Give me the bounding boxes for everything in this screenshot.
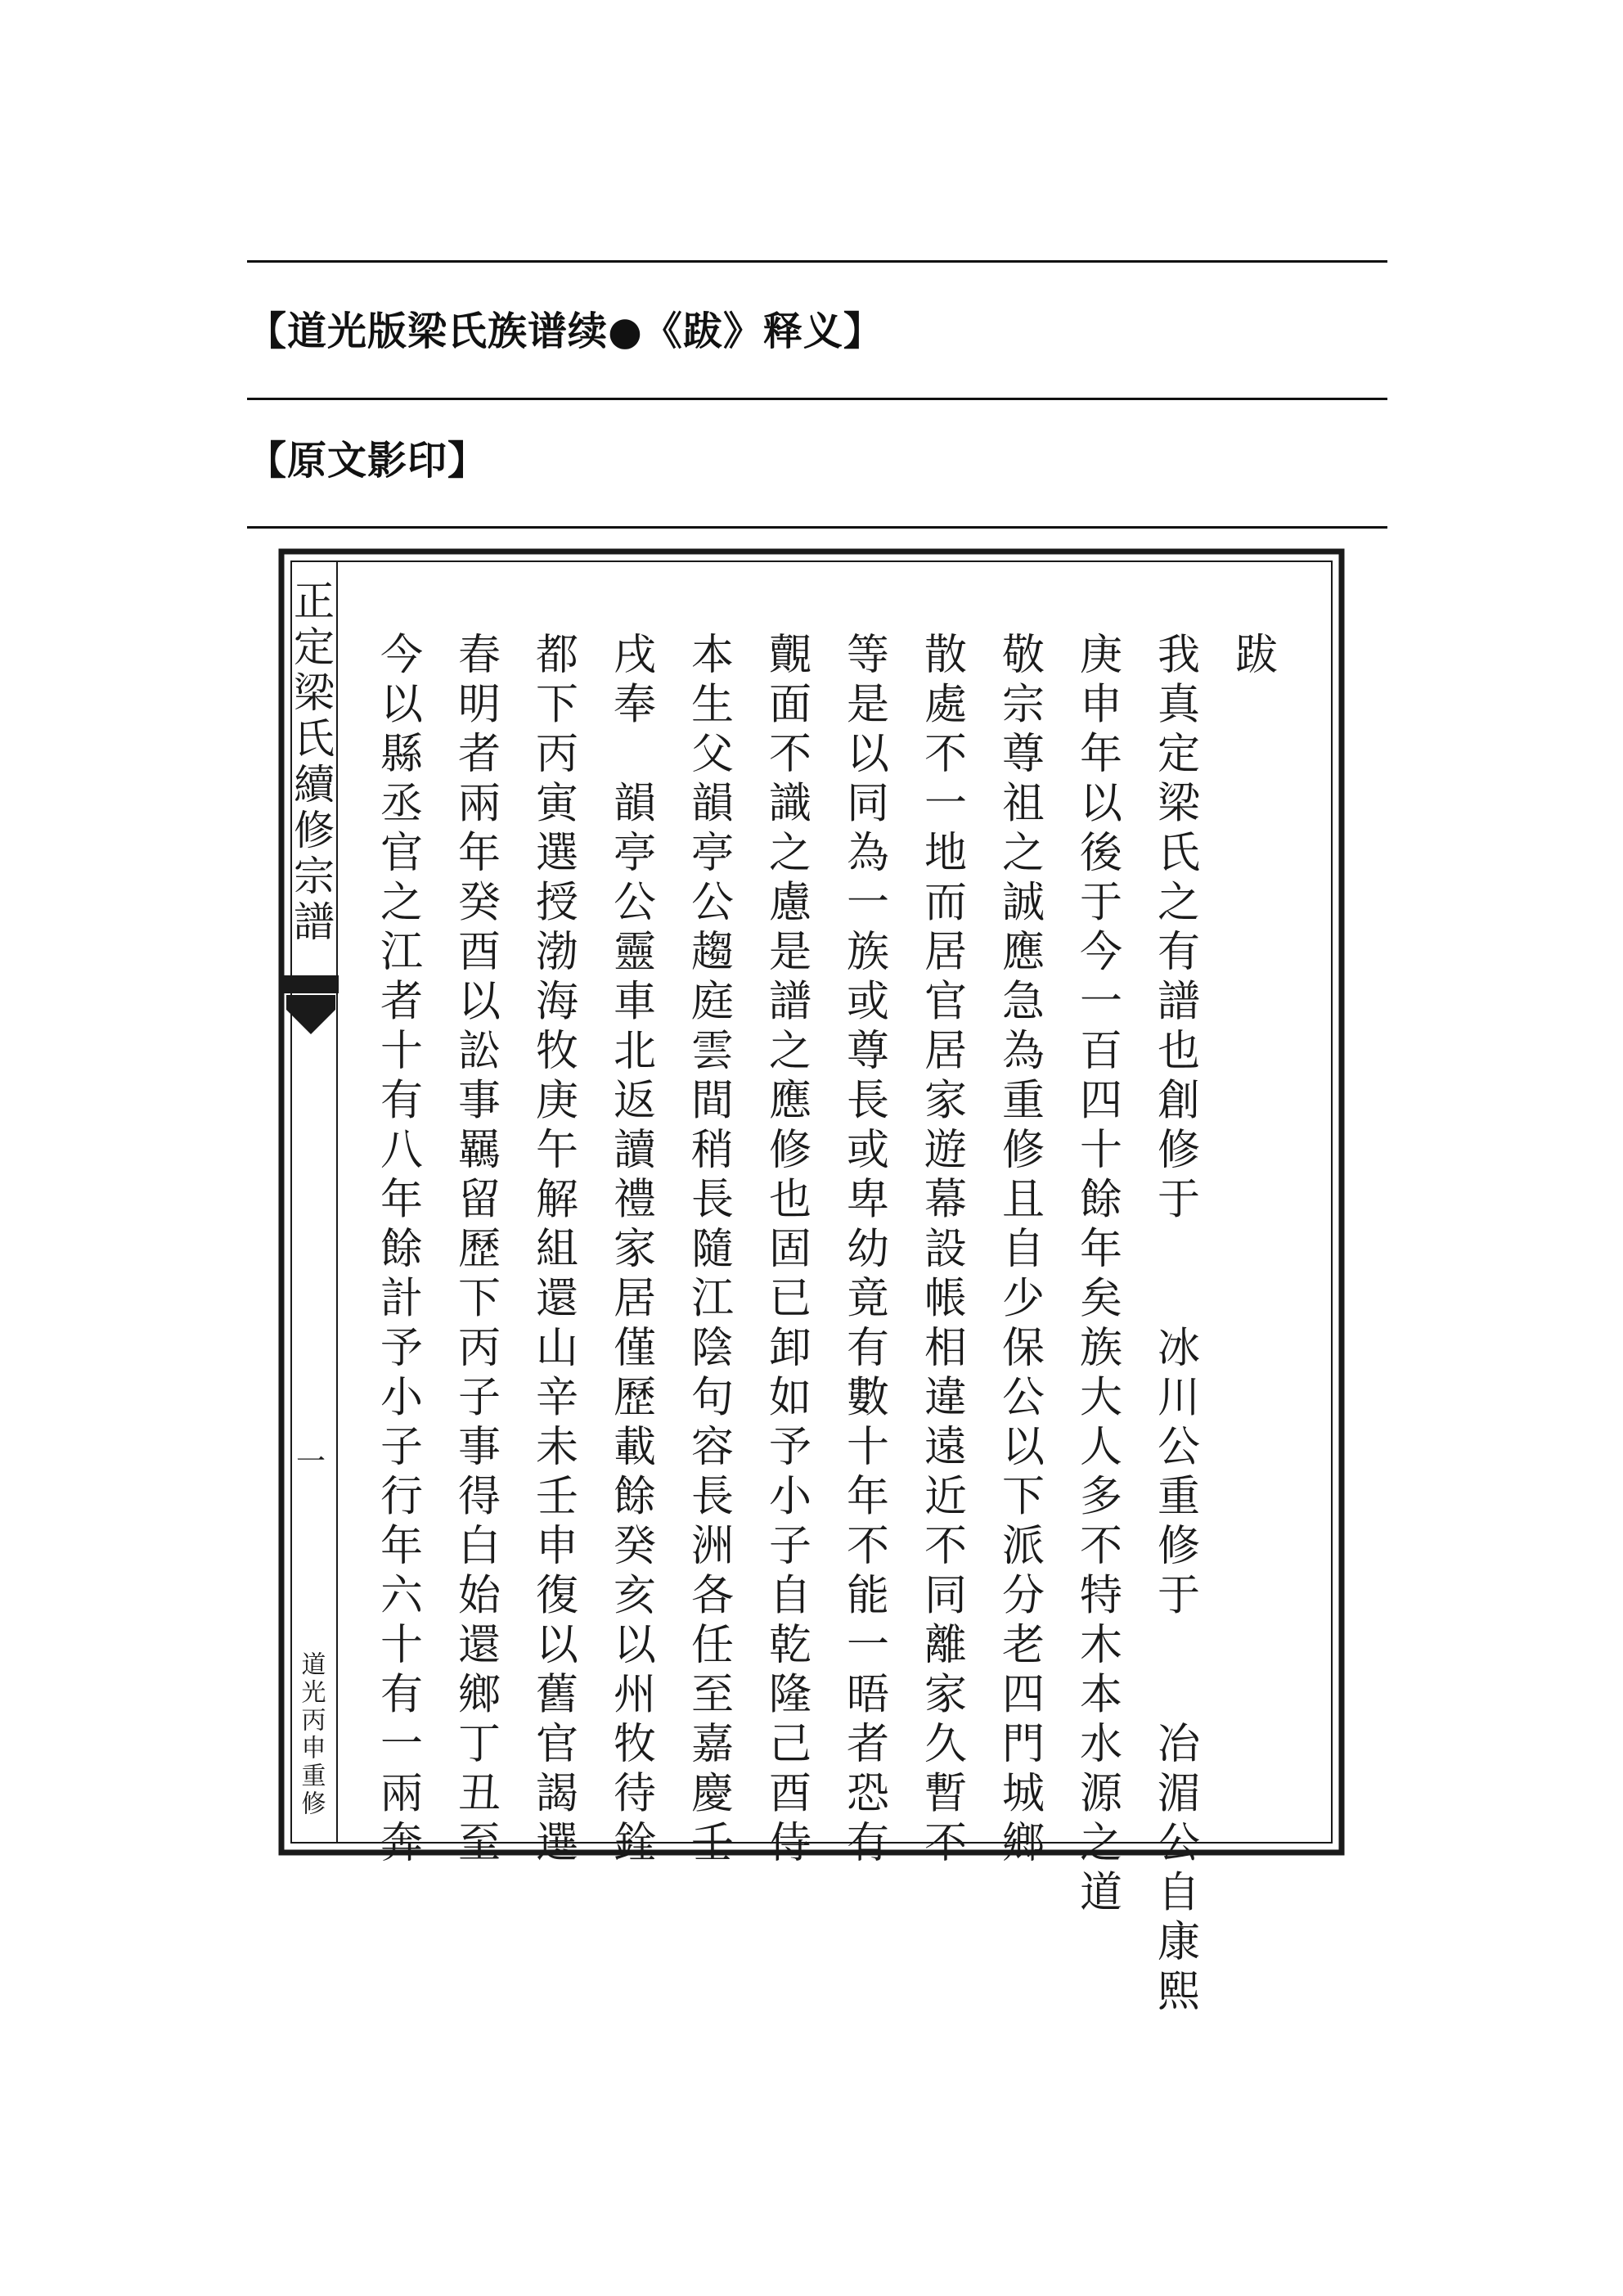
- column-1-char: 我: [1157, 631, 1201, 680]
- column-8-char: 韻: [613, 779, 657, 829]
- column-6-char: 乾: [768, 1621, 812, 1670]
- column-7-char: 容: [690, 1423, 735, 1472]
- column-11-char: 六: [380, 1571, 424, 1621]
- column-6-char: 如: [768, 1373, 812, 1423]
- column-11-char: 一: [380, 1720, 424, 1769]
- column-7-char: 公: [690, 878, 735, 928]
- column-4-char: 同: [924, 1571, 968, 1621]
- column-4-char: 地: [924, 829, 968, 878]
- column-3-char: 為: [1001, 1027, 1045, 1076]
- column-4-char: 不: [924, 730, 968, 779]
- column-4-char: 暫: [924, 1769, 968, 1819]
- column-3-char: 城: [1001, 1769, 1045, 1819]
- column-1-char: 之: [1157, 878, 1201, 928]
- column-1-char: 重: [1157, 1472, 1201, 1522]
- column-9-char: 選: [535, 829, 579, 878]
- column-10-char: 子: [457, 1373, 501, 1423]
- column-1-char: 湄: [1157, 1769, 1201, 1819]
- column-6-char: 自: [768, 1571, 812, 1621]
- column-5-char: 為: [846, 829, 890, 878]
- column-8-char: 讀: [613, 1126, 657, 1175]
- column-1-char: 有: [1157, 928, 1201, 977]
- column-8-char: 牧: [613, 1720, 657, 1769]
- column-10-char: 羈: [457, 1126, 501, 1175]
- column-4-char: 散: [924, 631, 968, 680]
- column-5-char: 等: [846, 631, 890, 680]
- column-11-char: 今: [380, 631, 424, 680]
- column-5-char: 不: [846, 1522, 890, 1571]
- fore-edge-band: [281, 975, 339, 993]
- column-4-char: 處: [924, 680, 968, 730]
- column-6-char: 也: [768, 1175, 812, 1225]
- column-2-char: 一: [1079, 977, 1123, 1027]
- column-2-char: 水: [1079, 1720, 1123, 1769]
- column-5-char: 一: [846, 878, 890, 928]
- column-5-char: 或: [846, 977, 890, 1027]
- column-6-char: 修: [768, 1126, 812, 1175]
- column-6-char: 之: [768, 829, 812, 878]
- column-8-char: 歷: [613, 1373, 657, 1423]
- column-10-char: 丑: [457, 1769, 501, 1819]
- column-1-char: 真: [1157, 680, 1201, 730]
- column-2-char: 以: [1079, 779, 1123, 829]
- column-10-char: 歷: [457, 1225, 501, 1274]
- column-2-char: 于: [1079, 878, 1123, 928]
- column-8-char: 車: [613, 977, 657, 1027]
- column-3-char: 自: [1001, 1225, 1045, 1274]
- column-7-char: 庭: [690, 977, 735, 1027]
- column-2-char: 矣: [1079, 1274, 1123, 1324]
- column-11-char: 丞: [380, 779, 424, 829]
- column-9-char: 授: [535, 878, 579, 928]
- column-4-char: 不: [924, 1522, 968, 1571]
- column-8-char: 靈: [613, 928, 657, 977]
- column-9-char: 復: [535, 1571, 579, 1621]
- column-11-char: 奔: [380, 1819, 424, 1868]
- column-5-char: 族: [846, 928, 890, 977]
- column-6-char: 面: [768, 680, 812, 730]
- column-5-char: 數: [846, 1373, 890, 1423]
- column-2-char: 源: [1079, 1769, 1123, 1819]
- column-10-char: 下: [457, 1274, 501, 1324]
- column-6-char: 小: [768, 1472, 812, 1522]
- column-10-char: 兩: [457, 779, 501, 829]
- column-2-char: 木: [1079, 1621, 1123, 1670]
- column-7-char: 間: [690, 1076, 735, 1126]
- column-4-char: 一: [924, 779, 968, 829]
- column-6-char: 侍: [768, 1819, 812, 1868]
- column-2-char: 本: [1079, 1670, 1123, 1720]
- column-9-char: 還: [535, 1274, 579, 1324]
- column-5-char: 是: [846, 680, 890, 730]
- column-5-char: 幼: [846, 1225, 890, 1274]
- column-5-char: 尊: [846, 1027, 890, 1076]
- column-8-char: 待: [613, 1769, 657, 1819]
- column-2-char: 餘: [1079, 1175, 1123, 1225]
- column-6-char: 慮: [768, 878, 812, 928]
- column-2-char: 申: [1079, 680, 1123, 730]
- column-7-char: 句: [690, 1373, 735, 1423]
- column-7-char: 本: [690, 631, 735, 680]
- column-10-char: 訟: [457, 1027, 501, 1076]
- column-8-char: 奉: [613, 680, 657, 730]
- section-label: 【原文影印】: [247, 438, 488, 484]
- column-7-char: 壬: [690, 1819, 735, 1868]
- column-10-char: 癸: [457, 878, 501, 928]
- column-4-char: 幕: [924, 1175, 968, 1225]
- column-6-char: 予: [768, 1423, 812, 1472]
- column-6-char: 酉: [768, 1769, 812, 1819]
- column-3-char: 重: [1001, 1076, 1045, 1126]
- column-5-char: 者: [846, 1720, 890, 1769]
- column-0-char: 跋: [1234, 631, 1279, 680]
- column-1-char: 冶: [1157, 1720, 1201, 1769]
- column-1-char: 也: [1157, 1027, 1201, 1076]
- column-9-char: 寅: [535, 779, 579, 829]
- column-4-char: 相: [924, 1324, 968, 1373]
- column-7-char: 亭: [690, 829, 735, 878]
- column-9-char: 解: [535, 1175, 579, 1225]
- column-7-char: 江: [690, 1274, 735, 1324]
- column-5-char: 同: [846, 779, 890, 829]
- column-9-char: 以: [535, 1621, 579, 1670]
- column-9-char: 山: [535, 1324, 579, 1373]
- column-9-char: 官: [535, 1720, 579, 1769]
- column-2-char: 庚: [1079, 631, 1123, 680]
- column-11-char: 年: [380, 1522, 424, 1571]
- column-11-char: 有: [380, 1076, 424, 1126]
- column-4-char: 居: [924, 1027, 968, 1076]
- column-7-char: 洲: [690, 1522, 735, 1571]
- column-2-char: 道: [1079, 1868, 1123, 1918]
- column-5-char: 卑: [846, 1175, 890, 1225]
- column-8-char: 返: [613, 1076, 657, 1126]
- top-rule: [247, 260, 1387, 263]
- column-11-char: 餘: [380, 1225, 424, 1274]
- column-9-char: 謁: [535, 1769, 579, 1819]
- column-8-char: 禮: [613, 1175, 657, 1225]
- column-5-char: 或: [846, 1126, 890, 1175]
- column-2-char: 十: [1079, 1126, 1123, 1175]
- column-9-char: 丙: [535, 730, 579, 779]
- footer-note: 道光丙申重修: [296, 1651, 326, 1818]
- document-title: 【道光版梁氏族谱续●《跋》释义】: [247, 308, 883, 354]
- column-6-char: 識: [768, 779, 812, 829]
- column-3-char: 鄉: [1001, 1819, 1045, 1868]
- column-11-char: 江: [380, 928, 424, 977]
- column-11-char: 行: [380, 1472, 424, 1522]
- column-6-char: 卸: [768, 1324, 812, 1373]
- column-11-char: 予: [380, 1324, 424, 1373]
- column-3-char: 宗: [1001, 680, 1045, 730]
- column-2-char: 族: [1079, 1324, 1123, 1373]
- scanned-genealogy-page: [278, 547, 1350, 2017]
- column-8-char: 州: [613, 1670, 657, 1720]
- column-3-char: 公: [1001, 1373, 1045, 1423]
- column-8-char: 北: [613, 1027, 657, 1076]
- column-5-char: 竟: [846, 1274, 890, 1324]
- column-5-char: 十: [846, 1423, 890, 1472]
- folio-number: 一: [295, 1445, 326, 1479]
- column-1-char: 于: [1157, 1571, 1201, 1621]
- column-4-char: 家: [924, 1670, 968, 1720]
- column-6-char: 譜: [768, 977, 812, 1027]
- column-1-char: 公: [1157, 1819, 1201, 1868]
- column-5-char: 晤: [846, 1670, 890, 1720]
- column-9-char: 組: [535, 1225, 579, 1274]
- column-8-char: 銓: [613, 1819, 657, 1868]
- column-10-char: 鄉: [457, 1670, 501, 1720]
- column-1-char: 梁: [1157, 779, 1201, 829]
- column-3-char: 門: [1001, 1720, 1045, 1769]
- column-9-char: 未: [535, 1423, 579, 1472]
- column-1-char: 于: [1157, 1175, 1201, 1225]
- column-6-char: 隆: [768, 1670, 812, 1720]
- column-2-char: 後: [1079, 829, 1123, 878]
- column-11-char: 小: [380, 1373, 424, 1423]
- column-8-char: 僅: [613, 1324, 657, 1373]
- column-4-char: 離: [924, 1621, 968, 1670]
- column-1-char: 定: [1157, 730, 1201, 779]
- column-10-char: 事: [457, 1076, 501, 1126]
- column-10-char: 明: [457, 680, 501, 730]
- column-4-char: 設: [924, 1225, 968, 1274]
- column-3-char: 下: [1001, 1472, 1045, 1522]
- column-10-char: 還: [457, 1621, 501, 1670]
- column-4-char: 居: [924, 928, 968, 977]
- column-7-char: 慶: [690, 1769, 735, 1819]
- column-3-char: 急: [1001, 977, 1045, 1027]
- column-8-char: 癸: [613, 1522, 657, 1571]
- column-1-char: 譜: [1157, 977, 1201, 1027]
- column-11-char: 十: [380, 1621, 424, 1670]
- column-4-char: 久: [924, 1720, 968, 1769]
- column-6-char: 子: [768, 1522, 812, 1571]
- column-1-char: 熙: [1157, 1967, 1201, 2017]
- column-1-char: 氏: [1157, 829, 1201, 878]
- column-10-char: 白: [457, 1522, 501, 1571]
- column-7-char: 韻: [690, 779, 735, 829]
- column-2-char: 人: [1079, 1423, 1123, 1472]
- column-3-char: 保: [1001, 1324, 1045, 1373]
- column-6-char: 之: [768, 1027, 812, 1076]
- column-11-char: 年: [380, 1175, 424, 1225]
- book-side-title: 正定梁氏續修宗譜: [287, 579, 335, 946]
- column-7-char: 陰: [690, 1324, 735, 1373]
- column-11-char: 八: [380, 1126, 424, 1175]
- column-3-char: 老: [1001, 1621, 1045, 1670]
- column-8-char: 亭: [613, 829, 657, 878]
- lower-rule: [247, 526, 1387, 529]
- column-2-char: 今: [1079, 928, 1123, 977]
- column-8-char: 以: [613, 1621, 657, 1670]
- column-9-char: 海: [535, 977, 579, 1027]
- column-11-char: 之: [380, 878, 424, 928]
- column-11-char: 十: [380, 1027, 424, 1076]
- middle-rule: [247, 398, 1387, 400]
- column-1-char: 修: [1157, 1522, 1201, 1571]
- column-10-char: 至: [457, 1819, 501, 1868]
- column-11-char: 兩: [380, 1769, 424, 1819]
- column-10-char: 者: [457, 730, 501, 779]
- column-11-char: 子: [380, 1423, 424, 1472]
- column-1-char: 自: [1157, 1868, 1201, 1918]
- column-9-char: 都: [535, 631, 579, 680]
- column-1-char: 修: [1157, 1126, 1201, 1175]
- column-2-char: 多: [1079, 1472, 1123, 1522]
- column-3-char: 誠: [1001, 878, 1045, 928]
- column-10-char: 酉: [457, 928, 501, 977]
- column-5-char: 恐: [846, 1769, 890, 1819]
- column-2-char: 年: [1079, 1225, 1123, 1274]
- column-3-char: 以: [1001, 1423, 1045, 1472]
- column-11-char: 有: [380, 1670, 424, 1720]
- column-9-char: 渤: [535, 928, 579, 977]
- column-2-char: 大: [1079, 1373, 1123, 1423]
- column-2-char: 特: [1079, 1571, 1123, 1621]
- column-7-char: 生: [690, 680, 735, 730]
- column-5-char: 年: [846, 1472, 890, 1522]
- column-9-char: 下: [535, 680, 579, 730]
- column-9-char: 舊: [535, 1670, 579, 1720]
- column-7-char: 至: [690, 1670, 735, 1720]
- column-8-char: 亥: [613, 1571, 657, 1621]
- column-6-char: 固: [768, 1225, 812, 1274]
- column-6-char: 己: [768, 1720, 812, 1769]
- column-10-char: 年: [457, 829, 501, 878]
- column-1-char: 川: [1157, 1373, 1201, 1423]
- column-10-char: 事: [457, 1423, 501, 1472]
- column-9-char: 午: [535, 1126, 579, 1175]
- column-6-char: 應: [768, 1076, 812, 1126]
- column-11-char: 官: [380, 829, 424, 878]
- column-7-char: 隨: [690, 1225, 735, 1274]
- column-10-char: 始: [457, 1571, 501, 1621]
- column-8-char: 戌: [613, 631, 657, 680]
- column-8-char: 公: [613, 878, 657, 928]
- column-2-char: 百: [1079, 1027, 1123, 1076]
- column-4-char: 而: [924, 878, 968, 928]
- column-3-char: 之: [1001, 829, 1045, 878]
- column-8-char: 家: [613, 1225, 657, 1274]
- column-10-char: 留: [457, 1175, 501, 1225]
- column-1-char: 康: [1157, 1918, 1201, 1967]
- column-3-char: 派: [1001, 1522, 1045, 1571]
- column-7-char: 各: [690, 1571, 735, 1621]
- column-10-char: 以: [457, 977, 501, 1027]
- column-6-char: 是: [768, 928, 812, 977]
- column-3-char: 尊: [1001, 730, 1045, 779]
- column-9-char: 申: [535, 1522, 579, 1571]
- column-3-char: 修: [1001, 1126, 1045, 1175]
- column-2-char: 不: [1079, 1522, 1123, 1571]
- column-3-char: 敬: [1001, 631, 1045, 680]
- column-5-char: 長: [846, 1076, 890, 1126]
- column-6-char: 覿: [768, 631, 812, 680]
- column-8-char: 載: [613, 1423, 657, 1472]
- column-1-char: 創: [1157, 1076, 1201, 1126]
- column-6-char: 已: [768, 1274, 812, 1324]
- column-7-char: 任: [690, 1621, 735, 1670]
- column-10-char: 丁: [457, 1720, 501, 1769]
- column-7-char: 嘉: [690, 1720, 735, 1769]
- column-4-char: 家: [924, 1076, 968, 1126]
- column-11-char: 者: [380, 977, 424, 1027]
- column-9-char: 壬: [535, 1472, 579, 1522]
- column-4-char: 遊: [924, 1126, 968, 1175]
- column-4-char: 近: [924, 1472, 968, 1522]
- column-1-char: 冰: [1157, 1324, 1201, 1373]
- column-4-char: 遠: [924, 1423, 968, 1472]
- column-3-char: 四: [1001, 1670, 1045, 1720]
- column-7-char: 趨: [690, 928, 735, 977]
- column-9-char: 選: [535, 1819, 579, 1868]
- column-4-char: 違: [924, 1373, 968, 1423]
- column-1-char: 公: [1157, 1423, 1201, 1472]
- column-7-char: 長: [690, 1175, 735, 1225]
- column-2-char: 之: [1079, 1819, 1123, 1868]
- column-8-char: 餘: [613, 1472, 657, 1522]
- column-4-char: 官: [924, 977, 968, 1027]
- column-7-char: 父: [690, 730, 735, 779]
- column-11-char: 縣: [380, 730, 424, 779]
- column-3-char: 祖: [1001, 779, 1045, 829]
- column-10-char: 春: [457, 631, 501, 680]
- column-4-char: 帳: [924, 1274, 968, 1324]
- column-2-char: 四: [1079, 1076, 1123, 1126]
- column-10-char: 丙: [457, 1324, 501, 1373]
- column-7-char: 長: [690, 1472, 735, 1522]
- column-3-char: 且: [1001, 1175, 1045, 1225]
- column-9-char: 牧: [535, 1027, 579, 1076]
- column-9-char: 辛: [535, 1373, 579, 1423]
- column-3-char: 少: [1001, 1274, 1045, 1324]
- column-5-char: 以: [846, 730, 890, 779]
- column-5-char: 有: [846, 1819, 890, 1868]
- column-5-char: 一: [846, 1621, 890, 1670]
- column-7-char: 稍: [690, 1126, 735, 1175]
- column-11-char: 以: [380, 680, 424, 730]
- column-3-char: 應: [1001, 928, 1045, 977]
- column-4-char: 不: [924, 1819, 968, 1868]
- column-5-char: 能: [846, 1571, 890, 1621]
- column-2-char: 年: [1079, 730, 1123, 779]
- column-11-char: 計: [380, 1274, 424, 1324]
- column-6-char: 不: [768, 730, 812, 779]
- column-9-char: 庚: [535, 1076, 579, 1126]
- column-10-char: 得: [457, 1472, 501, 1522]
- column-7-char: 雲: [690, 1027, 735, 1076]
- column-8-char: 居: [613, 1274, 657, 1324]
- column-5-char: 有: [846, 1324, 890, 1373]
- column-3-char: 分: [1001, 1571, 1045, 1621]
